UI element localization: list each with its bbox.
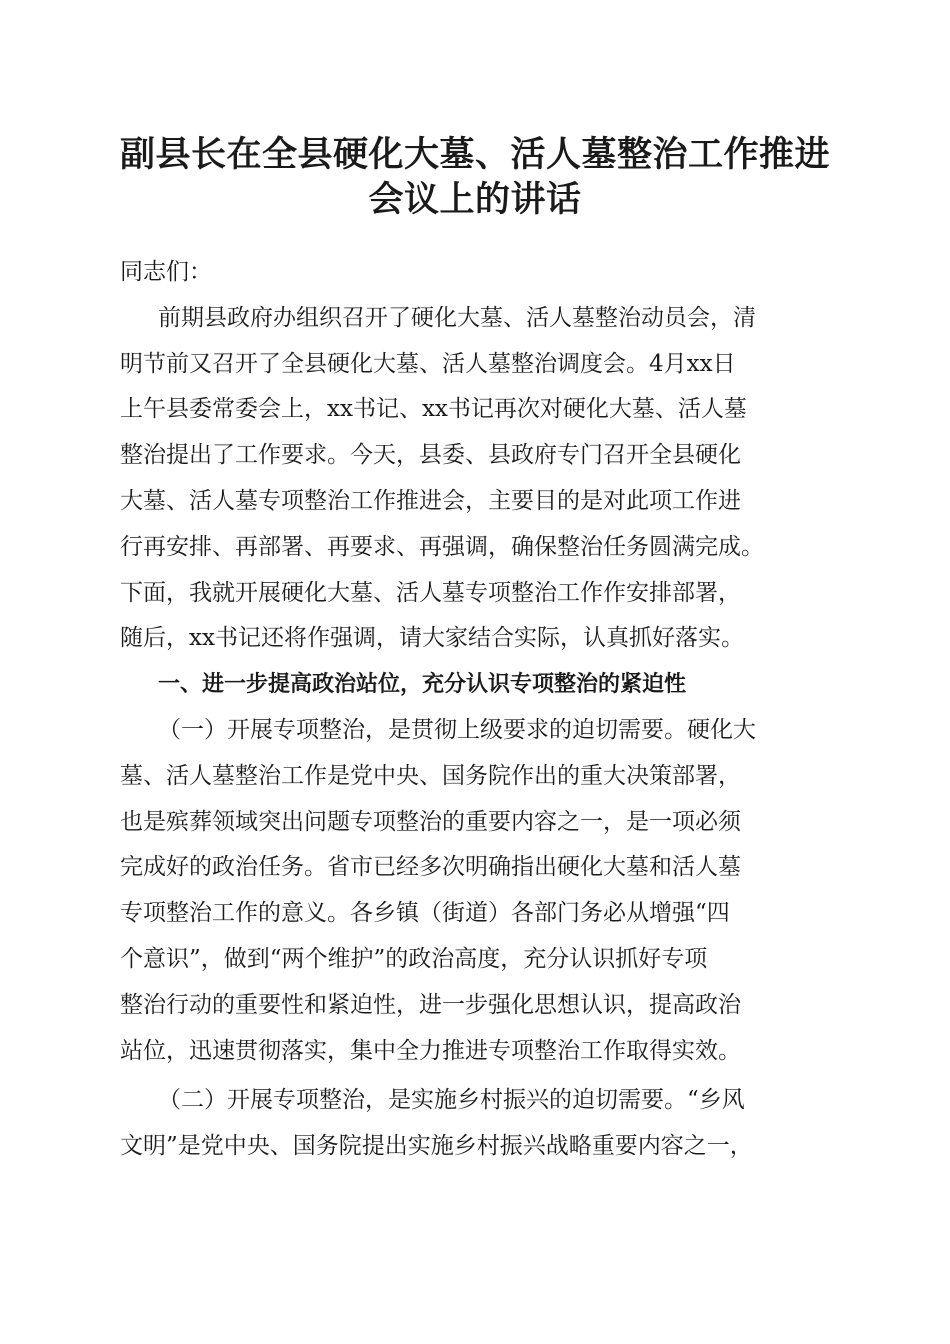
paragraph-line: 个意识”，做到“两个维护”的政治高度，充分认识抓好专项: [120, 945, 708, 972]
document-body: [120, 250, 850, 1170]
paragraph-line: 整治提出了工作要求。今天，县委、县政府专门召开全县硬化: [120, 442, 741, 469]
paragraph-line: 文明”是党中央、国务院提出实施乡村振兴战略重要内容之一，: [120, 1133, 753, 1160]
paragraph-line: 墓、活人墓整治工作是党中央、国务院作出的重大决策部署，: [120, 762, 741, 789]
section-heading: 一、进一步提高政治站位，充分认识专项整治的紧迫性: [158, 672, 687, 698]
paragraph-line: 整治行动的重要性和紧迫性，进一步强化思想认识，提高政治: [120, 991, 741, 1018]
paragraph-line: （一）开展专项整治，是贯彻上级要求的迫切需要。硬化大: [158, 716, 756, 743]
paragraph-line: 也是殡葬领域突出问题专项整治的重要内容之一，是一项必须: [120, 808, 741, 835]
paragraph-line: 行再安排、再部署、再要求、再强调，确保整治任务圆满完成。: [120, 533, 764, 560]
title-line: 副县长在全县硬化大墓、活人墓整治工作推进: [119, 134, 830, 175]
paragraph-line: 前期县政府办组织召开了硬化大墓、活人墓整治动员会，清: [158, 304, 756, 331]
paragraph-line: 上午县委常委会上，xx书记、xx书记再次对硬化大墓、活人墓: [120, 396, 747, 423]
paragraph-line: 下面，我就开展硬化大墓、活人墓专项整治工作作安排部署，: [120, 579, 741, 606]
document-title: [100, 132, 850, 222]
title-line: 会议上的讲话: [368, 179, 582, 220]
paragraph-line: 大墓、活人墓专项整治工作推进会，主要目的是对此项工作进: [120, 487, 741, 514]
paragraph-line: 站位，迅速贯彻落实，集中全力推进专项整治工作取得实效。: [120, 1037, 741, 1064]
paragraph-line: （二）开展专项整治，是实施乡村振兴的迫切需要。“乡风: [158, 1087, 745, 1114]
paragraph-section-1-2: [120, 1078, 850, 1170]
paragraph-line: 完成好的政治任务。省市已经多次明确指出硬化大墓和活人墓: [120, 854, 741, 881]
paragraph-section-1-1: [120, 708, 850, 1074]
paragraph-line: 专项整治工作的意义。各乡镇（街道）各部门务必从增强“四: [120, 900, 730, 927]
paragraph-intro: [120, 296, 850, 662]
paragraph-line: 明节前又召开了全县硬化大墓、活人墓整治调度会。4月xx日: [120, 350, 736, 377]
paragraph-line: 随后，xx书记还将作强调，请大家结合实际，认真抓好落实。: [120, 625, 744, 652]
salutation: 同志们：: [120, 259, 212, 285]
